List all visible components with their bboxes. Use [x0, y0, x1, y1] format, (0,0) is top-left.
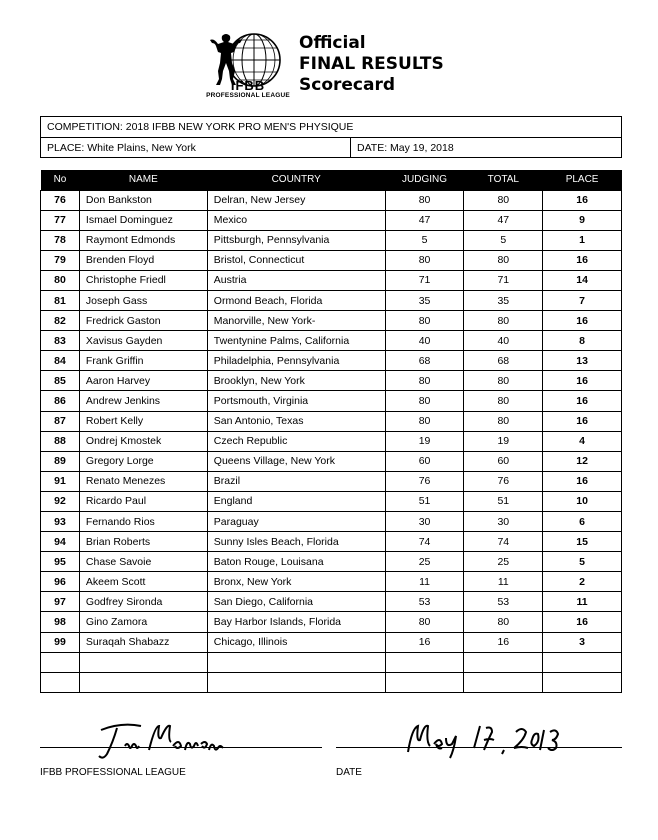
table-row: [41, 371, 622, 391]
cell-country: [207, 672, 385, 692]
table-row: [41, 351, 622, 371]
signature-date-handwritten: [400, 718, 560, 760]
league-label: IFBB PROFESSIONAL LEAGUE: [40, 767, 186, 778]
cell-judging: 80: [385, 411, 464, 431]
table-row: [41, 411, 622, 431]
table-row: [41, 311, 622, 331]
cell-place: 6: [543, 512, 622, 532]
cell-total: 71: [464, 270, 543, 290]
cell-place: 5: [543, 552, 622, 572]
cell-total: 68: [464, 351, 543, 371]
cell-place: 15: [543, 532, 622, 552]
signature-line-right: [336, 747, 622, 748]
table-row: [41, 190, 622, 210]
cell-total: [464, 672, 543, 692]
cell-place: 16: [543, 190, 622, 210]
cell-name: Frank Griffin: [79, 351, 207, 371]
header: [0, 0, 658, 110]
table-row: [41, 331, 622, 351]
cell-total: 25: [464, 552, 543, 572]
cell-judging: 47: [385, 210, 464, 230]
table-row: [41, 451, 622, 471]
table-row: [41, 391, 622, 411]
logo-text: [203, 79, 293, 100]
cell-total: 53: [464, 592, 543, 612]
table-row: [41, 270, 622, 290]
cell-country: Baton Rouge, Louisana: [207, 552, 385, 572]
cell-no: 93: [41, 512, 80, 532]
cell-total: 76: [464, 471, 543, 491]
cell-total: [464, 652, 543, 672]
cell-judging: 80: [385, 190, 464, 210]
signature-line-left: [40, 747, 322, 748]
cell-country: Bristol, Connecticut: [207, 250, 385, 270]
cell-no: 82: [41, 311, 80, 331]
cell-judging: 30: [385, 512, 464, 532]
cell-name: Renato Menezes: [79, 471, 207, 491]
cell-no: 98: [41, 612, 80, 632]
cell-no: 86: [41, 391, 80, 411]
cell-judging: 51: [385, 491, 464, 511]
cell-country: Sunny Isles Beach, Florida: [207, 532, 385, 552]
date-text: DATE: May 19, 2018: [357, 142, 454, 154]
cell-judging: 16: [385, 632, 464, 652]
cell-no: 96: [41, 572, 80, 592]
cell-country: Pittsburgh, Pennsylvania: [207, 230, 385, 250]
cell-name: Godfrey Sironda: [79, 592, 207, 612]
cell-place: 1: [543, 230, 622, 250]
results-body: [41, 190, 622, 692]
page-title: [299, 33, 444, 96]
cell-no: 83: [41, 331, 80, 351]
cell-judging: 53: [385, 592, 464, 612]
cell-judging: 68: [385, 351, 464, 371]
cell-total: 80: [464, 371, 543, 391]
cell-judging: 35: [385, 290, 464, 310]
title-line-3: Scorecard: [299, 75, 396, 95]
cell-country: Portsmouth, Virginia: [207, 391, 385, 411]
table-row: [41, 471, 622, 491]
table-row: [41, 672, 622, 692]
cell-country: Bronx, New York: [207, 572, 385, 592]
cell-no: 97: [41, 592, 80, 612]
cell-judging: 80: [385, 250, 464, 270]
table-row: [41, 491, 622, 511]
logo-league-text: PROFESSIONAL LEAGUE: [206, 92, 290, 99]
cell-place: 9: [543, 210, 622, 230]
cell-no: 81: [41, 290, 80, 310]
cell-total: 40: [464, 331, 543, 351]
cell-name: Joseph Gass: [79, 290, 207, 310]
cell-judging: 25: [385, 552, 464, 572]
cell-place: 16: [543, 411, 622, 431]
cell-name: [79, 672, 207, 692]
cell-country: San Diego, California: [207, 592, 385, 612]
cell-name: Ismael Dominguez: [79, 210, 207, 230]
cell-name: Don Bankston: [79, 190, 207, 210]
cell-name: Fredrick Gaston: [79, 311, 207, 331]
cell-judging: 11: [385, 572, 464, 592]
table-row: [41, 210, 622, 230]
competition-text: COMPETITION: 2018 IFBB NEW YORK PRO MEN'S PHYSIQUE: [47, 121, 354, 133]
competition-info: [40, 116, 622, 158]
cell-no: 92: [41, 491, 80, 511]
cell-place: [543, 652, 622, 672]
cell-place: 16: [543, 311, 622, 331]
cell-no: 79: [41, 250, 80, 270]
cell-country: Chicago, Illinois: [207, 632, 385, 652]
header-name: NAME: [79, 170, 207, 190]
cell-name: Brenden Floyd: [79, 250, 207, 270]
title-line-2: FINAL RESULTS: [299, 54, 444, 74]
cell-name: Chase Savoie: [79, 552, 207, 572]
cell-judging: 5: [385, 230, 464, 250]
cell-name: Brian Roberts: [79, 532, 207, 552]
cell-total: 35: [464, 290, 543, 310]
cell-country: Manorville, New York-: [207, 311, 385, 331]
cell-total: 51: [464, 491, 543, 511]
cell-name: Ricardo Paul: [79, 491, 207, 511]
cell-place: 16: [543, 471, 622, 491]
cell-country: [207, 652, 385, 672]
table-row: [41, 572, 622, 592]
cell-total: 60: [464, 451, 543, 471]
cell-country: San Antonio, Texas: [207, 411, 385, 431]
cell-country: England: [207, 491, 385, 511]
cell-no: 76: [41, 190, 80, 210]
place-date-row: [41, 137, 621, 157]
results-table: [40, 170, 622, 693]
cell-total: 80: [464, 250, 543, 270]
place-text: PLACE: White Plains, New York: [41, 138, 351, 157]
cell-place: 4: [543, 431, 622, 451]
cell-country: Austria: [207, 270, 385, 290]
table-row: [41, 431, 622, 451]
cell-place: 10: [543, 491, 622, 511]
cell-no: 91: [41, 471, 80, 491]
cell-total: 11: [464, 572, 543, 592]
cell-no: 94: [41, 532, 80, 552]
header-place: PLACE: [543, 170, 622, 190]
table-row: [41, 592, 622, 612]
cell-country: Bay Harbor Islands, Florida: [207, 612, 385, 632]
table-row: [41, 632, 622, 652]
cell-judging: [385, 652, 464, 672]
cell-no: 80: [41, 270, 80, 290]
cell-judging: 74: [385, 532, 464, 552]
cell-country: Czech Republic: [207, 431, 385, 451]
cell-country: Twentynine Palms, California: [207, 331, 385, 351]
cell-judging: 76: [385, 471, 464, 491]
cell-name: Gregory Lorge: [79, 451, 207, 471]
cell-total: 47: [464, 210, 543, 230]
cell-place: 2: [543, 572, 622, 592]
cell-place: 12: [543, 451, 622, 471]
cell-name: Aaron Harvey: [79, 371, 207, 391]
cell-judging: [385, 672, 464, 692]
cell-name: Andrew Jenkins: [79, 391, 207, 411]
cell-no: 89: [41, 451, 80, 471]
cell-total: 30: [464, 512, 543, 532]
cell-judging: 80: [385, 612, 464, 632]
cell-judging: 60: [385, 451, 464, 471]
cell-place: 13: [543, 351, 622, 371]
cell-name: Xavisus Gayden: [79, 331, 207, 351]
header-country: COUNTRY: [207, 170, 385, 190]
cell-no: 77: [41, 210, 80, 230]
cell-no: 87: [41, 411, 80, 431]
cell-name: Fernando Rios: [79, 512, 207, 532]
cell-place: 8: [543, 331, 622, 351]
cell-name: Gino Zamora: [79, 612, 207, 632]
cell-total: 80: [464, 190, 543, 210]
cell-total: 16: [464, 632, 543, 652]
table-header-row: [41, 170, 622, 190]
cell-judging: 80: [385, 371, 464, 391]
table-row: [41, 612, 622, 632]
cell-place: [543, 672, 622, 692]
cell-total: 5: [464, 230, 543, 250]
cell-no: 99: [41, 632, 80, 652]
cell-no: 95: [41, 552, 80, 572]
header-no: No: [41, 170, 80, 190]
header-judging: JUDGING: [385, 170, 464, 190]
logo-ifbb-text: IFBB: [230, 78, 266, 93]
cell-judging: 19: [385, 431, 464, 451]
cell-place: 11: [543, 592, 622, 612]
table-row: [41, 532, 622, 552]
cell-no: [41, 672, 80, 692]
cell-country: Paraguay: [207, 512, 385, 532]
cell-total: 80: [464, 391, 543, 411]
cell-name: Christophe Friedl: [79, 270, 207, 290]
cell-judging: 80: [385, 311, 464, 331]
cell-name: Robert Kelly: [79, 411, 207, 431]
cell-total: 80: [464, 612, 543, 632]
cell-name: Akeem Scott: [79, 572, 207, 592]
table-row: [41, 652, 622, 672]
cell-country: Mexico: [207, 210, 385, 230]
cell-country: Ormond Beach, Florida: [207, 290, 385, 310]
cell-place: 16: [543, 612, 622, 632]
cell-total: 80: [464, 411, 543, 431]
cell-country: Delran, New Jersey: [207, 190, 385, 210]
cell-judging: 80: [385, 391, 464, 411]
table-row: [41, 552, 622, 572]
title-line-1: Official: [299, 33, 366, 53]
cell-total: 80: [464, 311, 543, 331]
cell-country: Brazil: [207, 471, 385, 491]
cell-no: 84: [41, 351, 80, 371]
cell-country: Queens Village, New York: [207, 451, 385, 471]
cell-judging: 71: [385, 270, 464, 290]
cell-name: Ondrej Kmostek: [79, 431, 207, 451]
signature-jim-manion: [95, 720, 225, 762]
cell-name: Raymont Edmonds: [79, 230, 207, 250]
date-label: DATE: [336, 767, 362, 778]
cell-country: Philadelphia, Pennsylvania: [207, 351, 385, 371]
cell-place: 16: [543, 391, 622, 411]
cell-judging: 40: [385, 331, 464, 351]
competition-row: [41, 117, 621, 137]
cell-place: 14: [543, 270, 622, 290]
cell-country: Brooklyn, New York: [207, 371, 385, 391]
cell-no: 78: [41, 230, 80, 250]
cell-total: 19: [464, 431, 543, 451]
header-total: TOTAL: [464, 170, 543, 190]
cell-place: 16: [543, 371, 622, 391]
cell-total: 74: [464, 532, 543, 552]
cell-no: 88: [41, 431, 80, 451]
cell-no: 85: [41, 371, 80, 391]
cell-name: Suraqah Shabazz: [79, 632, 207, 652]
cell-no: [41, 652, 80, 672]
cell-place: 16: [543, 250, 622, 270]
table-row: [41, 290, 622, 310]
cell-name: [79, 652, 207, 672]
table-row: [41, 512, 622, 532]
table-row: [41, 250, 622, 270]
cell-place: 7: [543, 290, 622, 310]
table-row: [41, 230, 622, 250]
cell-place: 3: [543, 632, 622, 652]
